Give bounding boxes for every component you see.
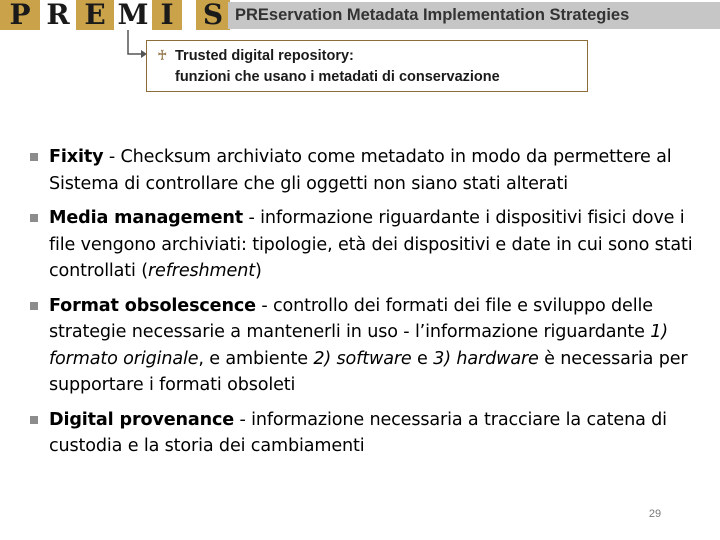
page-number: 29: [648, 508, 662, 520]
banner-title: PREservation Metadata Implementation Strategies: [235, 6, 630, 24]
bullet-square-icon: [30, 302, 38, 310]
item-text: - Checksum archiviato come metadato in modo da permettere al Sistema di controllare che gli oggetti non siano stati alterati: [49, 147, 672, 194]
item-italic: 3) hardware: [433, 348, 539, 369]
item-text: - informazione riguardante i dispositivi fisici dove i file vengono archiviati: tipologie, età dei dispositivi e date in cui sono stati controllati (: [49, 208, 693, 281]
list-item-fixity: [30, 144, 695, 197]
item-italic: 2) software: [313, 348, 412, 369]
bullet-square-icon: [30, 416, 38, 424]
logo-letter: I: [152, 0, 182, 30]
list-item-digital-provenance: [30, 407, 695, 460]
item-text: e: [411, 348, 434, 369]
item-term: Media management: [49, 208, 243, 228]
logo-letter: R: [40, 0, 76, 30]
logo-letter: E: [76, 0, 114, 30]
bullet-list: [30, 144, 695, 468]
subtitle-line-1: Trusted digital repository:: [175, 48, 354, 64]
item-italic: 1) formato originale: [49, 322, 668, 369]
item-text: - informazione necessaria a tracciare la catena di custodia e la storia dei cambiamenti: [49, 409, 667, 456]
item-term: Digital provenance: [49, 409, 235, 430]
header-banner: [228, 2, 720, 29]
list-item-media-management: [30, 205, 695, 285]
item-term: Fixity: [49, 147, 104, 167]
item-italic: refreshment: [147, 261, 255, 281]
logo-letter: S: [196, 0, 230, 30]
bullet-square-icon: [30, 214, 38, 222]
item-text: è necessaria per supportare i formati obsoleti: [49, 348, 688, 395]
subtitle-line-2: funzioni che usano i metadati di conservazione: [175, 69, 500, 85]
gear-cross-icon: ♰: [157, 47, 168, 63]
item-text: , e ambiente: [198, 348, 314, 369]
logo-letter: M: [114, 0, 152, 30]
list-item-format-obsolescence: [30, 293, 695, 399]
item-text: - controllo dei formati dei file e sviluppo delle strategie necessarie a mantenerli in uso - l’informazione riguardante: [49, 295, 653, 342]
subtitle-box: [146, 40, 588, 92]
bullet-square-icon: [30, 153, 38, 161]
logo-spacer: [182, 0, 196, 30]
item-term: Format obsolescence: [49, 295, 256, 316]
logo-letter: P: [0, 0, 40, 30]
item-text: ): [254, 261, 262, 281]
premis-logo: [0, 0, 230, 30]
